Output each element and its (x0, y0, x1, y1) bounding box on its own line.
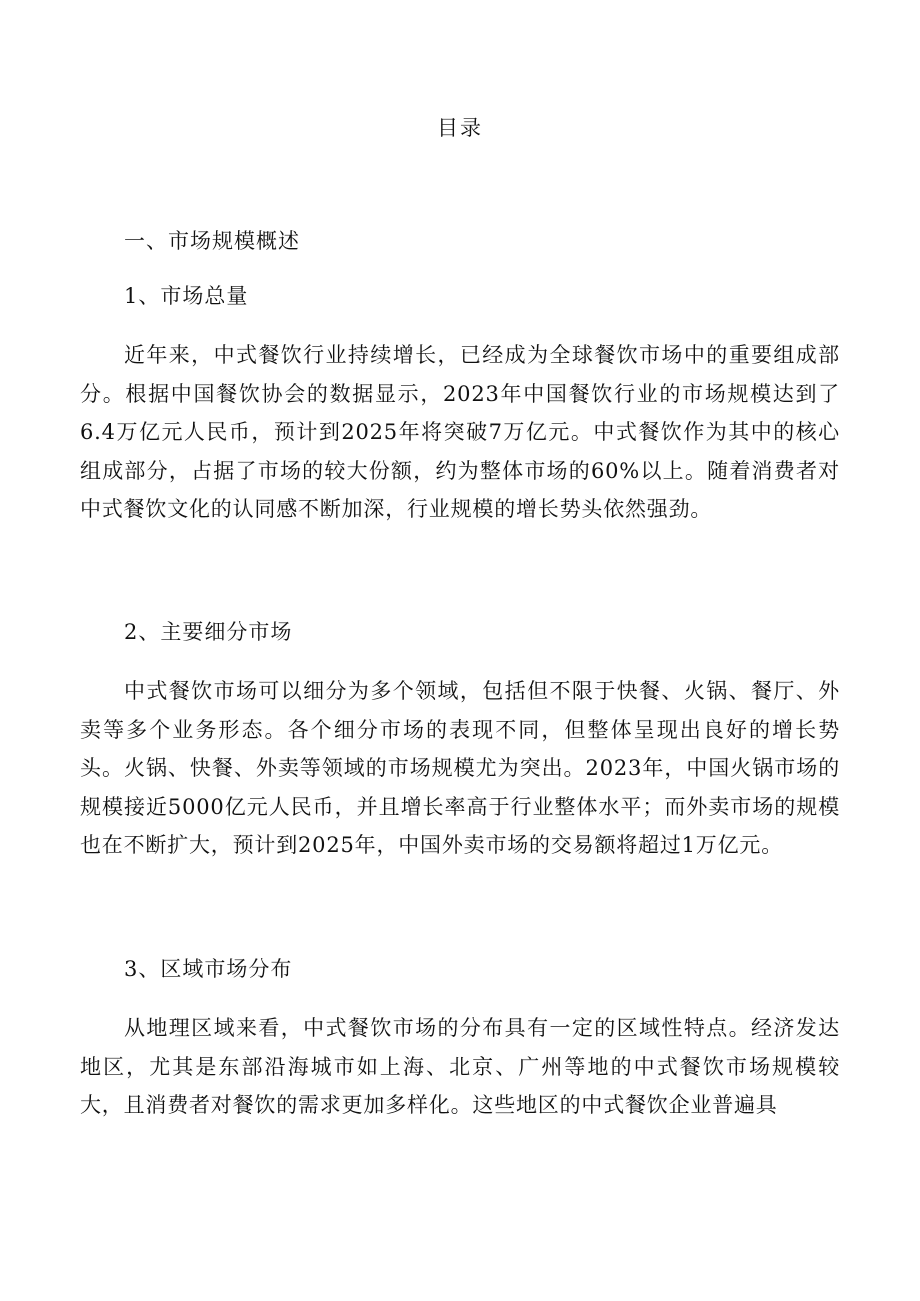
section-heading: 一、市场规模概述 (124, 229, 300, 253)
paragraph-2: 中式餐饮市场可以细分为多个领域，包括但不限于快餐、火锅、餐厅、外卖等多个业务形态。各个细分市场的表现不同，但整体呈现出良好的增长势头。火锅、快餐、外卖等领域的市场规模尤为突出。2023年，中国火锅市场的规模接近5000亿元人民币，并且增长率高于行业整体水平；而外卖市场的规模也在不断扩大，预计到2025年，中国外卖市场的交易额将超过1万亿元。 (80, 679, 840, 858)
subsection-heading-3: 3、区域市场分布 (124, 957, 293, 981)
subsection-heading-1: 1、市场总量 (124, 284, 249, 308)
paragraph-3: 从地理区域来看，中式餐饮市场的分布具有一定的区域性特点。经济发达地区，尤其是东部沿海城市如上海、北京、广州等地的中式餐饮市场规模较大，且消费者对餐饮的需求更加多样化。这些地区的中式餐饮企业普遍具 (80, 1016, 840, 1118)
subsection-heading-2: 2、主要细分市场 (124, 620, 293, 644)
paragraph-1: 近年来，中式餐饮行业持续增长，已经成为全球餐饮市场中的重要组成部分。根据中国餐饮协会的数据显示，2023年中国餐饮行业的市场规模达到了6.4万亿元人民币，预计到2025年将突破7万亿元。中式餐饮作为其中的核心组成部分，占据了市场的较大份额，约为整体市场的60%以上。随着消费者对中式餐饮文化的认同感不断加深，行业规模的增长势头依然强劲。 (80, 343, 840, 522)
page-title: 目录 (437, 116, 483, 140)
